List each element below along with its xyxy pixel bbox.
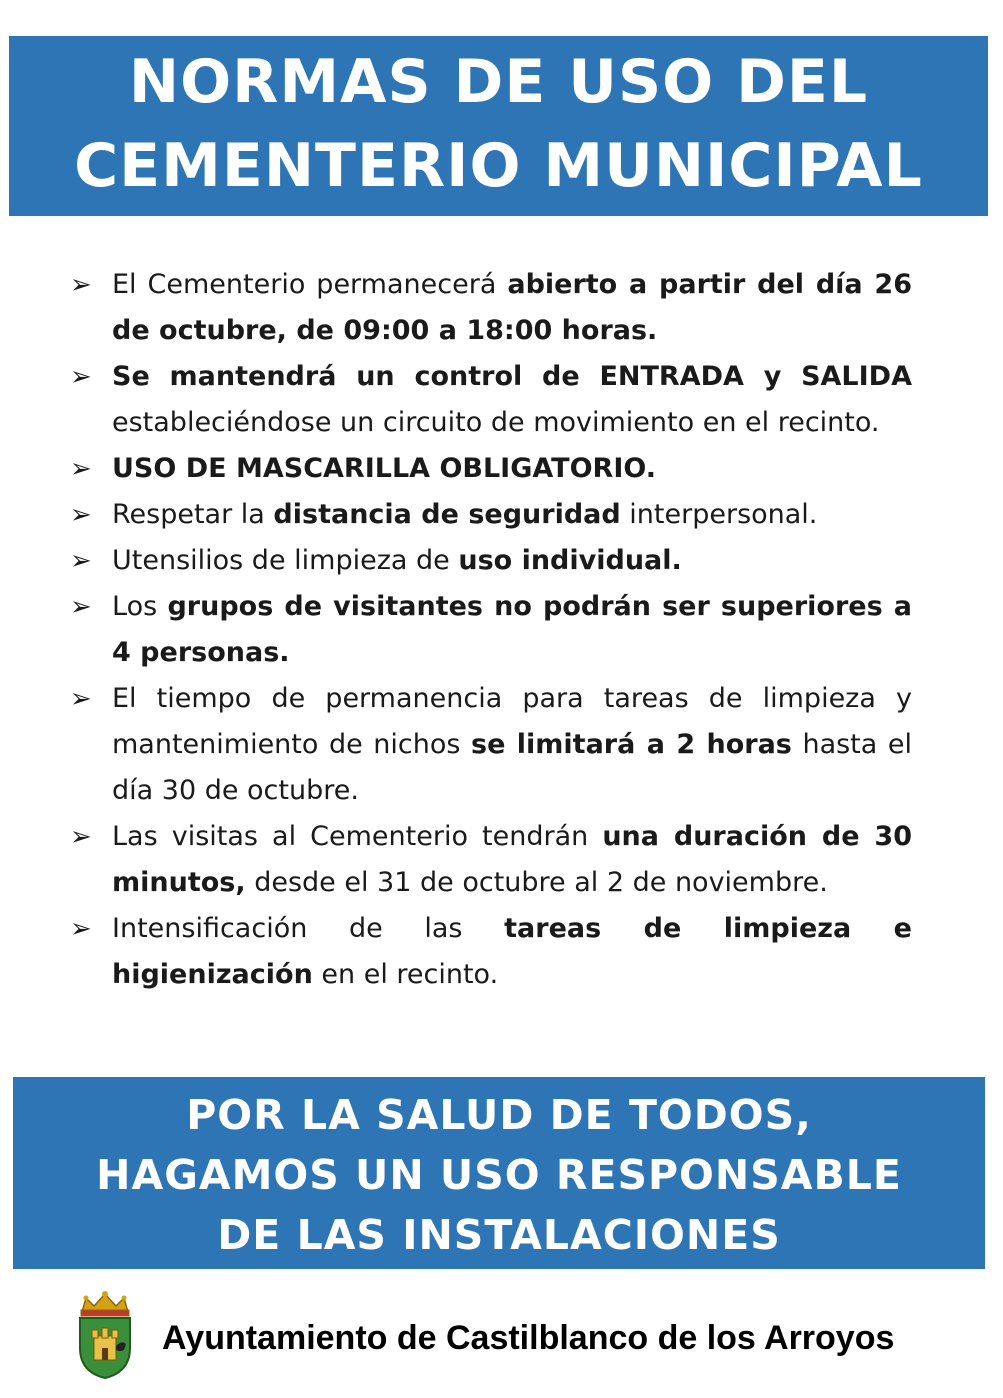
rule-text: hasta el día 30 de octubre. (112, 729, 912, 806)
rule-text: El Cementerio permanecerá (112, 269, 508, 300)
rule-item (70, 262, 912, 354)
rule-text: Utensilios de limpieza de (112, 545, 459, 576)
slogan-line-1: POR LA SALUD DE TODOS, (186, 1091, 812, 1139)
arrowhead-icon: ➢ (70, 684, 92, 714)
title-banner (9, 36, 988, 216)
footer-text: Ayuntamiento de Castilblanco de los Arroyos (162, 1319, 895, 1357)
rule-item (70, 354, 912, 446)
rule-text: Respetar la (112, 499, 274, 530)
rule-text: estableciéndose un circuito de movimiento en el recinto. (112, 407, 880, 438)
rules-list (70, 262, 912, 998)
arrowhead-icon: ➢ (70, 914, 92, 944)
rule-text: interpersonal. (620, 499, 818, 530)
rule-item (70, 446, 912, 492)
rule-text-bold: una duración de 30 minutos, (112, 821, 912, 898)
title-line-2: CEMENTERIO MUNICIPAL (74, 131, 923, 201)
rule-item (70, 538, 912, 584)
rule-text-bold: se limitará a 2 horas (471, 729, 792, 760)
rule-item (70, 492, 912, 538)
rule-text-bold: grupos de visitantes no podrán ser superiores a 4 personas. (112, 591, 912, 668)
rule-item (70, 584, 912, 676)
title-line-1: NORMAS DE USO DEL (128, 47, 869, 117)
rule-text-bold: Se mantendrá un control de ENTRADA y SALIDA (112, 361, 912, 392)
coat-of-arms-icon (70, 1290, 140, 1380)
rule-text-bold: USO DE MASCARILLA OBLIGATORIO. (112, 453, 657, 484)
arrowhead-icon: ➢ (70, 500, 92, 530)
rule-text: desde el 31 de octubre al 2 de noviembre. (245, 867, 828, 898)
rule-text: Intensificación de las (112, 913, 505, 944)
slogan-banner (13, 1077, 985, 1269)
rule-item (70, 906, 912, 998)
rule-text-bold: uso individual. (458, 545, 682, 576)
slogan-line-3: DE LAS INSTALACIONES (217, 1211, 781, 1259)
slogan-line-2: HAGAMOS UN USO RESPONSABLE (96, 1151, 902, 1199)
arrowhead-icon: ➢ (70, 454, 92, 484)
arrowhead-icon: ➢ (70, 592, 92, 622)
rule-text: Los (112, 591, 168, 622)
rule-text: El tiempo de permanencia para tareas de limpieza y mantenimiento de nichos (112, 683, 912, 760)
arrowhead-icon: ➢ (70, 270, 92, 300)
arrowhead-icon: ➢ (70, 822, 92, 852)
rule-text-bold: tareas de limpieza e higienización (112, 913, 912, 990)
rule-text-bold: abierto a partir del día 26 de octubre, de 09:00 a 18:00 horas. (112, 269, 912, 346)
rule-item (70, 814, 912, 906)
arrowhead-icon: ➢ (70, 362, 92, 392)
rule-text: Las visitas al Cementerio tendrán (112, 821, 603, 852)
footer (70, 1290, 970, 1380)
rule-item (70, 676, 912, 814)
rule-text: en el recinto. (312, 959, 499, 990)
rule-text-bold: distancia de seguridad (273, 499, 621, 530)
arrowhead-icon: ➢ (70, 546, 92, 576)
